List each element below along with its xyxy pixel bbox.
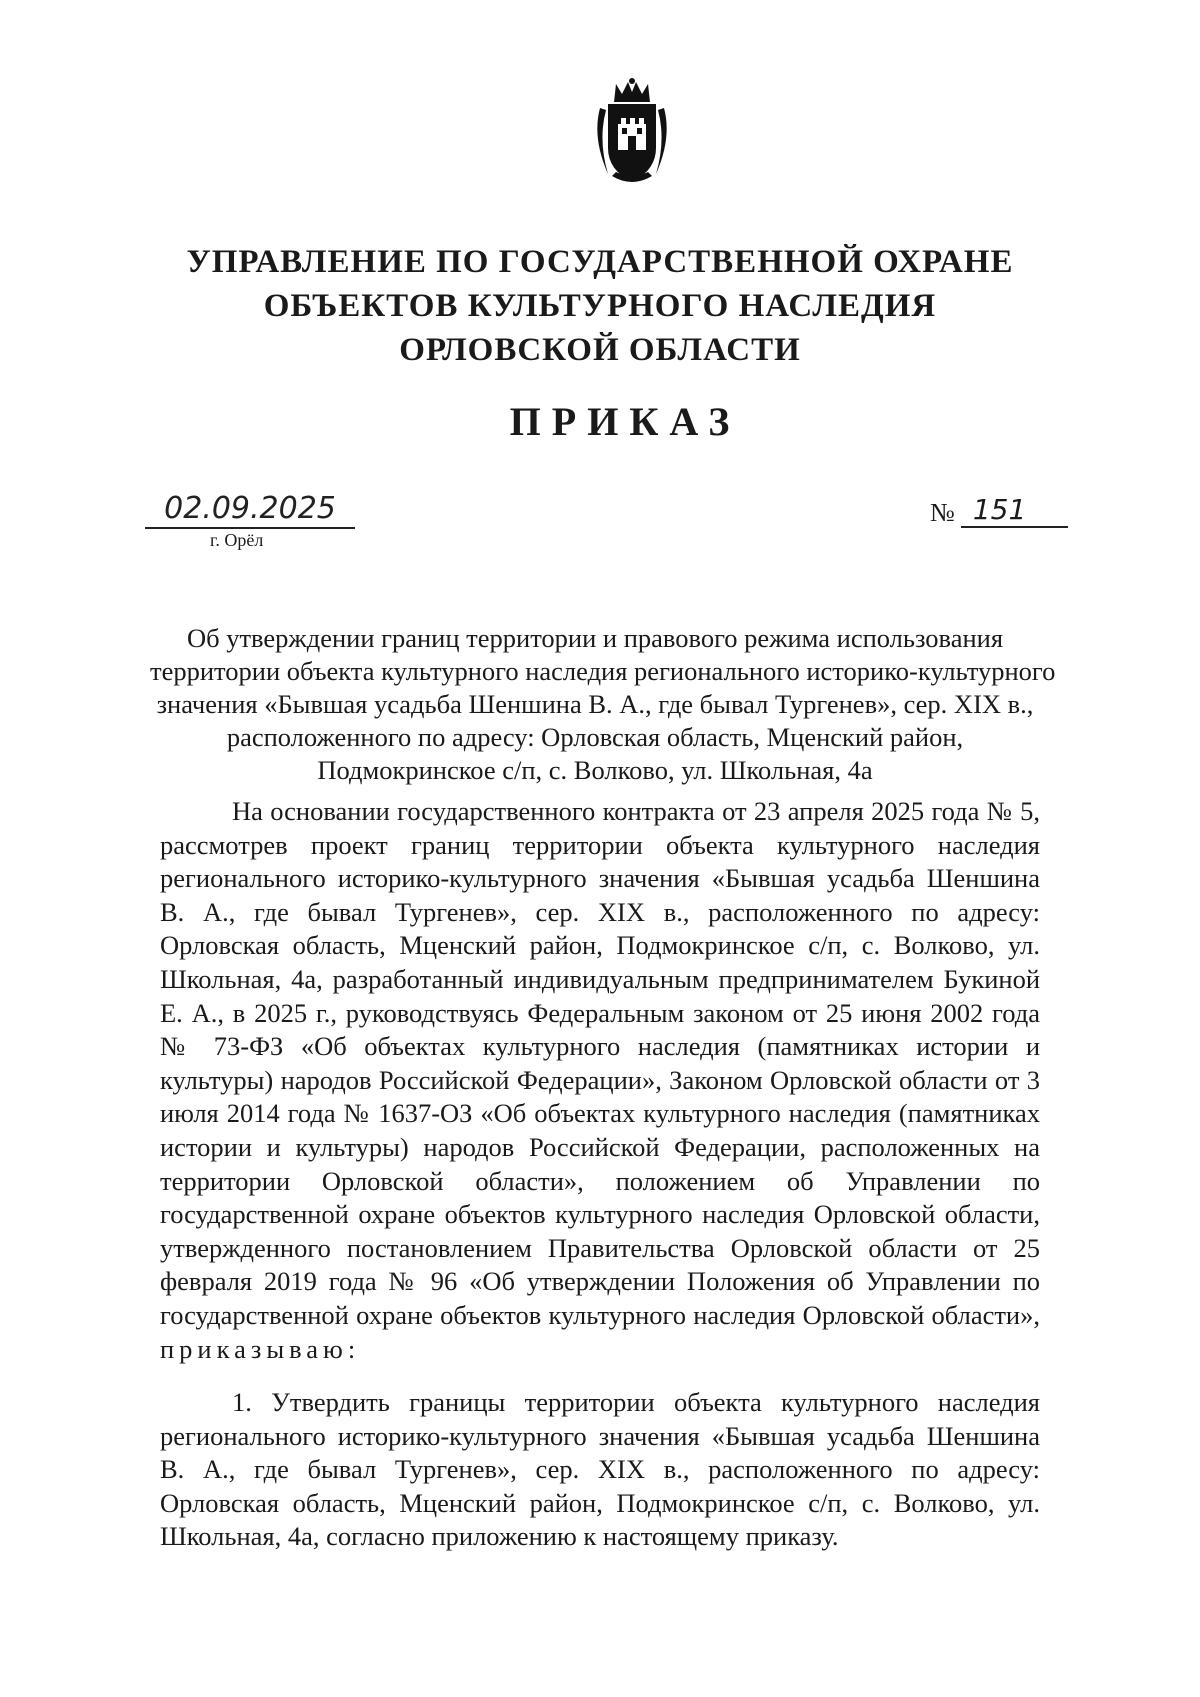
order-item-1: 1. Утвердить границы территории объекта культурного наследия регионального историко-культурного значения «Бывшая усадьба Шеншина В. А., где бывал Тургенев», сер. XIX в., расположенного по адресу: Орловская область, Мценский район, Подмокринское с/п, с. Волково, ул. Школьная, 4а, согласно приложению к настоящему приказу.: [160, 1387, 1040, 1552]
order-word: приказываю:: [160, 1333, 361, 1364]
org-line-3: ОРЛОВСКОЙ ОБЛАСТИ: [399, 332, 801, 368]
subject-line-4: расположенного по адресу: Орловская область, Мценский район,: [226, 722, 964, 752]
coat-of-arms-icon: [586, 78, 678, 188]
document-city: г. Орёл: [210, 530, 264, 550]
preamble-text: На основании государственного контракта от 23 апреля 2025 года № 5, рассмотрев проект границ территории объекта культурного наследия регионального историко-культурного значения «Бывшая усадьба Шеншина В. А., где бывал Тургенев», сер. XIX в., расположенного по адресу: Орловская область, Мценский район, Подмокринское с/п, с. Волково, ул. Школьная, 4а, разработанный индивидуальным предпринимателем Букиной Е. А., в 2025 г., руководствуясь Федеральным законом от 25 июня 2002 года № 73-ФЗ «Об объектах культурного наследия (памятниках истории и культуры) народов Российской Федерации», Законом Орловской области от 3 июля 2014 года № 1637-ОЗ «Об объектах культурного наследия (памятниках истории и культуры) народов Российской Федерации, расположенных на территории Орловской области», положением об Управлении по государственной охране объектов культурного наследия Орловской области, утвержденного постановлением Правительства Орловской области от 25 февраля 2019 года № 96 «Об утверждении Положения об Управлении по государственной охране объектов культурного наследия Орловской области»,: [160, 796, 1040, 1330]
organization-header: [150, 240, 1050, 372]
date-block: [145, 492, 355, 551]
document-subject: [150, 622, 1056, 787]
org-line-2: ОБЪЕКТОВ КУЛЬТУРНОГО НАСЛЕДИЯ: [263, 288, 937, 324]
number-block: [930, 494, 1080, 528]
preamble-paragraph: [160, 795, 1040, 1366]
subject-line-5: Подмокринское с/п, с. Волково, ул. Школьная, 4а: [317, 755, 873, 785]
subject-line-1: Об утверждении границ территории и правового режима использования: [186, 623, 1004, 653]
number-label: №: [930, 498, 955, 527]
document-type-title: ПРИКАЗ: [509, 399, 741, 444]
document-number: 151: [961, 494, 1068, 528]
subject-line-2: территории объекта культурного наследия регионального историко-культурного: [150, 656, 1056, 686]
org-line-1: УПРАВЛЕНИЕ ПО ГОСУДАРСТВЕННОЙ ОХРАНЕ: [186, 244, 1014, 280]
document-body: [160, 795, 1040, 1554]
document-date: 02.09.2025: [145, 492, 355, 529]
subject-line-3: значения «Бывшая усадьба Шеншина В. А., где бывал Тургенев», сер. XIX в.,: [156, 689, 1034, 719]
